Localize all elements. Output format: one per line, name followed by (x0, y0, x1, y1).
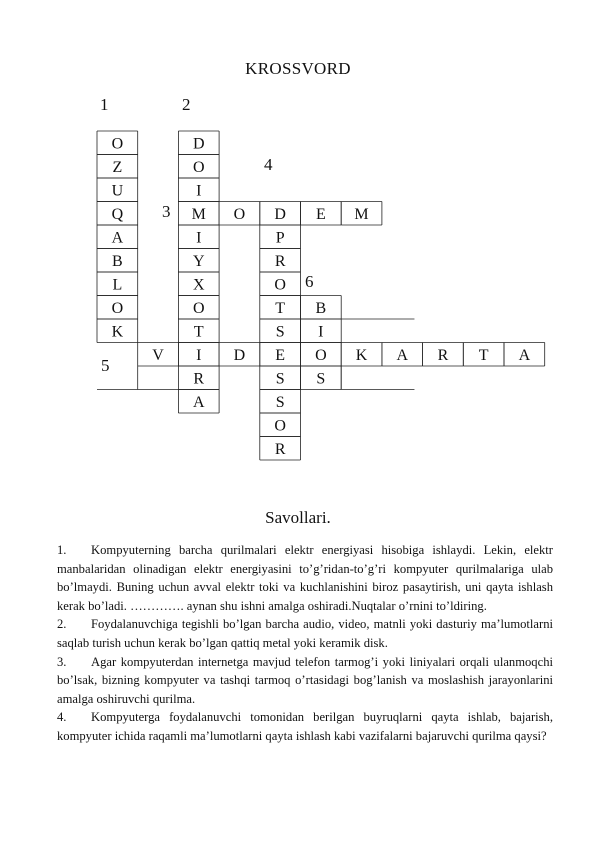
grid-letter: I (318, 323, 324, 341)
grid-letter: R (437, 346, 449, 364)
grid-letter: R (193, 370, 205, 388)
grid-letter: S (275, 323, 285, 341)
grid-letter: Y (192, 252, 205, 270)
grid-letter: L (112, 276, 123, 294)
grid-letter: S (275, 370, 285, 388)
grid-letter: K (111, 323, 124, 341)
clue-number-6: 6 (305, 272, 314, 291)
grid-letter: D (233, 346, 246, 364)
grid-letter: E (315, 205, 326, 223)
grid-letter: O (315, 346, 327, 364)
grid-letter: Q (111, 205, 124, 223)
question-item: 2. Foydalanuvchiga tegishli bo’lgan barcha audio, video, matnli yoki dasturiy ma’lumotlarni saqlab turish uchun kerak bo’lgan qattiq metal yoki keramik disk. (57, 617, 553, 650)
clue-number-4: 4 (264, 155, 273, 174)
grid-letter: A (192, 393, 205, 411)
grid-letter: O (192, 299, 205, 317)
questions-title: Savollari. (265, 508, 331, 527)
grid-letter: S (275, 393, 285, 411)
grid-letter: E (275, 346, 286, 364)
grid-letter: O (274, 417, 286, 435)
grid-letter: T (275, 299, 286, 317)
grid-letter: B (112, 252, 123, 270)
grid-letter: T (193, 323, 204, 341)
grid-letter: A (111, 229, 124, 247)
grid-letter: R (274, 440, 286, 458)
clue-number-2: 2 (182, 95, 191, 114)
clue-number-1: 1 (100, 95, 109, 114)
grid-letter: K (355, 346, 368, 364)
clue-number-3: 3 (162, 202, 171, 221)
grid-letter: X (192, 276, 205, 294)
grid-letter: V (152, 346, 164, 364)
questions-list (57, 541, 553, 746)
clue-number-5: 5 (101, 356, 110, 375)
grid-letter: O (233, 205, 246, 223)
grid-letter: A (518, 346, 531, 364)
grid-letter: A (396, 346, 409, 364)
grid-letter: O (192, 158, 205, 176)
grid-letter: O (111, 299, 124, 317)
grid-letter: S (316, 370, 326, 388)
grid-letter: R (274, 252, 286, 270)
grid-letter: D (274, 205, 286, 223)
grid-letter: I (196, 229, 202, 247)
question-item: 4. Kompyuterga foydalanuvchi tomonidan berilgan buyruqlarni qayta ishlab, bajarish, kompyuter ichida raqamli ma’lumotlarni qayta ishlash kabi vazifalarni bajaruvchi qurilma qaysi? (57, 710, 553, 743)
question-item: 1. Kompyuterning barcha qurilmalari elektr energiyasi hisobiga ishlaydi. Lekin, elektr manbalaridan olinadigan elektr energiyasini to’g’ridan-to’g’ri kompyuter qurilmalariga ulab bo’lmaydi. Buning uchun avval elektr toki va kuchlanishini biroz pasaytirish, uni qayta ishlash kerak bo’ladi. …………. aynan shu ishni amalga oshiradi.Nuqtalar o’rnini to’ldiring. (57, 543, 553, 613)
page-title: KROSSVORD (245, 59, 351, 78)
grid-letter: T (478, 346, 489, 364)
grid-letter: Z (112, 158, 123, 176)
grid-letter: O (111, 135, 124, 153)
question-item: 3. Agar kompyuterdan internetga mavjud telefon tarmog’i yoki liniyalari orqali ulanmoqchi bo’lsak, bizning kompyuter va tashqi tarmoq o’rtasidagi bog’lanish va moslashish jarayonlarini amalga oshiruvchi qurilma. (57, 654, 553, 706)
grid-letter: D (192, 135, 205, 153)
grid-letter: I (196, 182, 202, 200)
grid-letter: B (315, 299, 327, 317)
grid-letter: M (354, 205, 369, 223)
grid-letter: O (274, 276, 286, 294)
grid-letter: I (196, 346, 202, 364)
grid-letter: M (191, 205, 206, 223)
grid-letter: P (275, 229, 285, 247)
grid-letter: U (111, 182, 124, 200)
